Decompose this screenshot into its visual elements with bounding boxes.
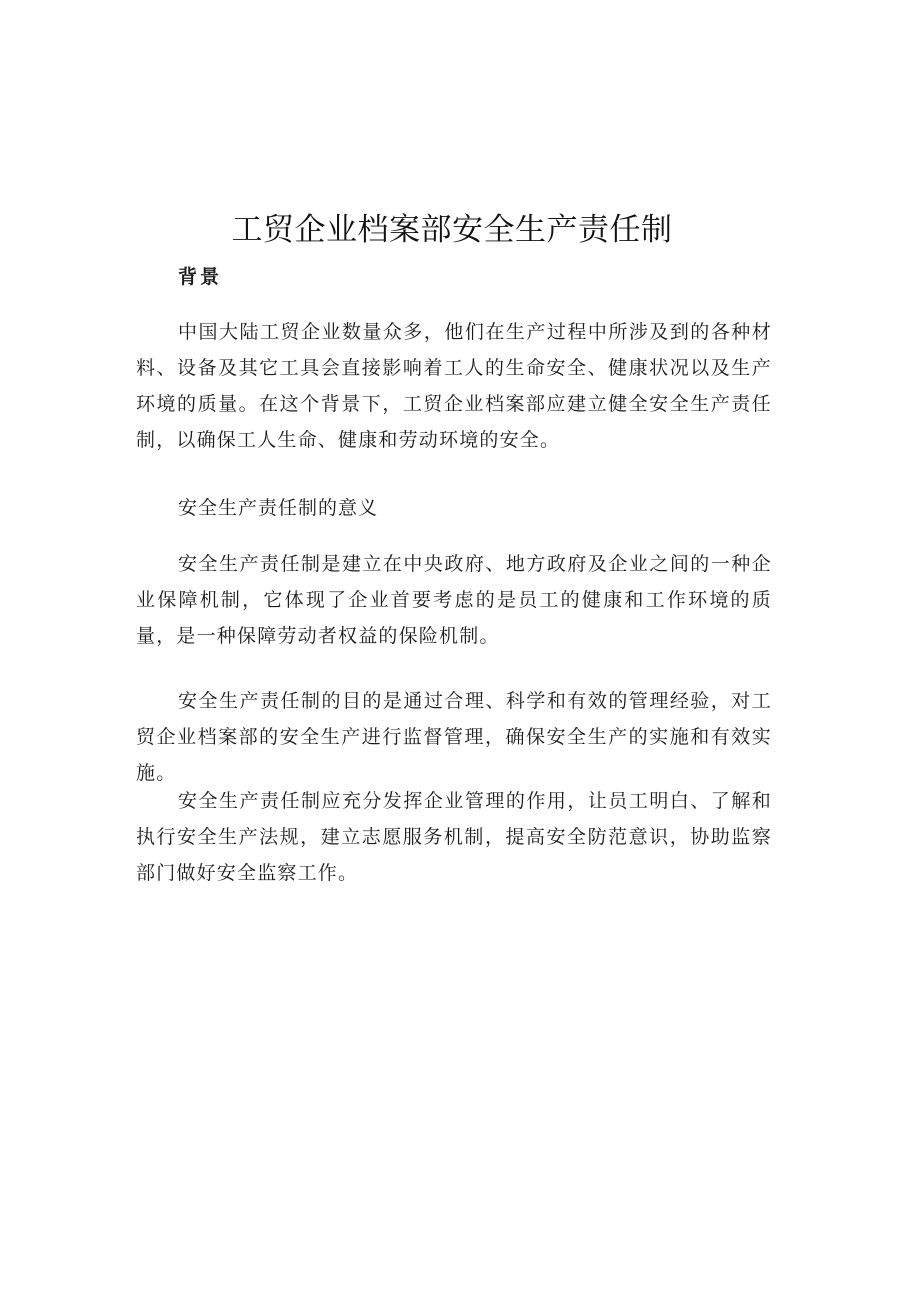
paragraph-background: 中国大陆工贸企业数量众多，他们在生产过程中所涉及到的各种材料、设备及其它工具会直接影响着工人的生命安全、健康状况以及生产环境的质量。在这个背景下，工贸企业档案部应建立健全安全生产责任制，以确保工人生命、健康和劳动环境的安全。	[136, 321, 772, 451]
paragraph-meaning-role: 安全生产责任制应充分发挥企业管理的作用，让员工明白、了解和执行安全生产法规，建立志愿服务机制，提高安全防范意识，协助监察部门做好安全监察工作。	[136, 790, 772, 884]
document-title: 工贸企业档案部安全生产责任制	[231, 212, 673, 248]
paragraph-meaning-definition: 安全生产责任制是建立在中央政府、地方政府及企业之间的一种企业保障机制，它体现了企业首要考虑的是员工的健康和工作环境的质量，是一种保障劳动者权益的保险机制。	[136, 553, 772, 647]
paragraph-meaning-purpose: 安全生产责任制的目的是通过合理、科学和有效的管理经验，对工贸企业档案部的安全生产进行监督管理，确保安全生产的实施和有效实施。	[136, 690, 772, 784]
section-heading-meaning: 安全生产责任制的意义	[178, 497, 379, 519]
section-heading-background: 背景	[178, 266, 223, 288]
